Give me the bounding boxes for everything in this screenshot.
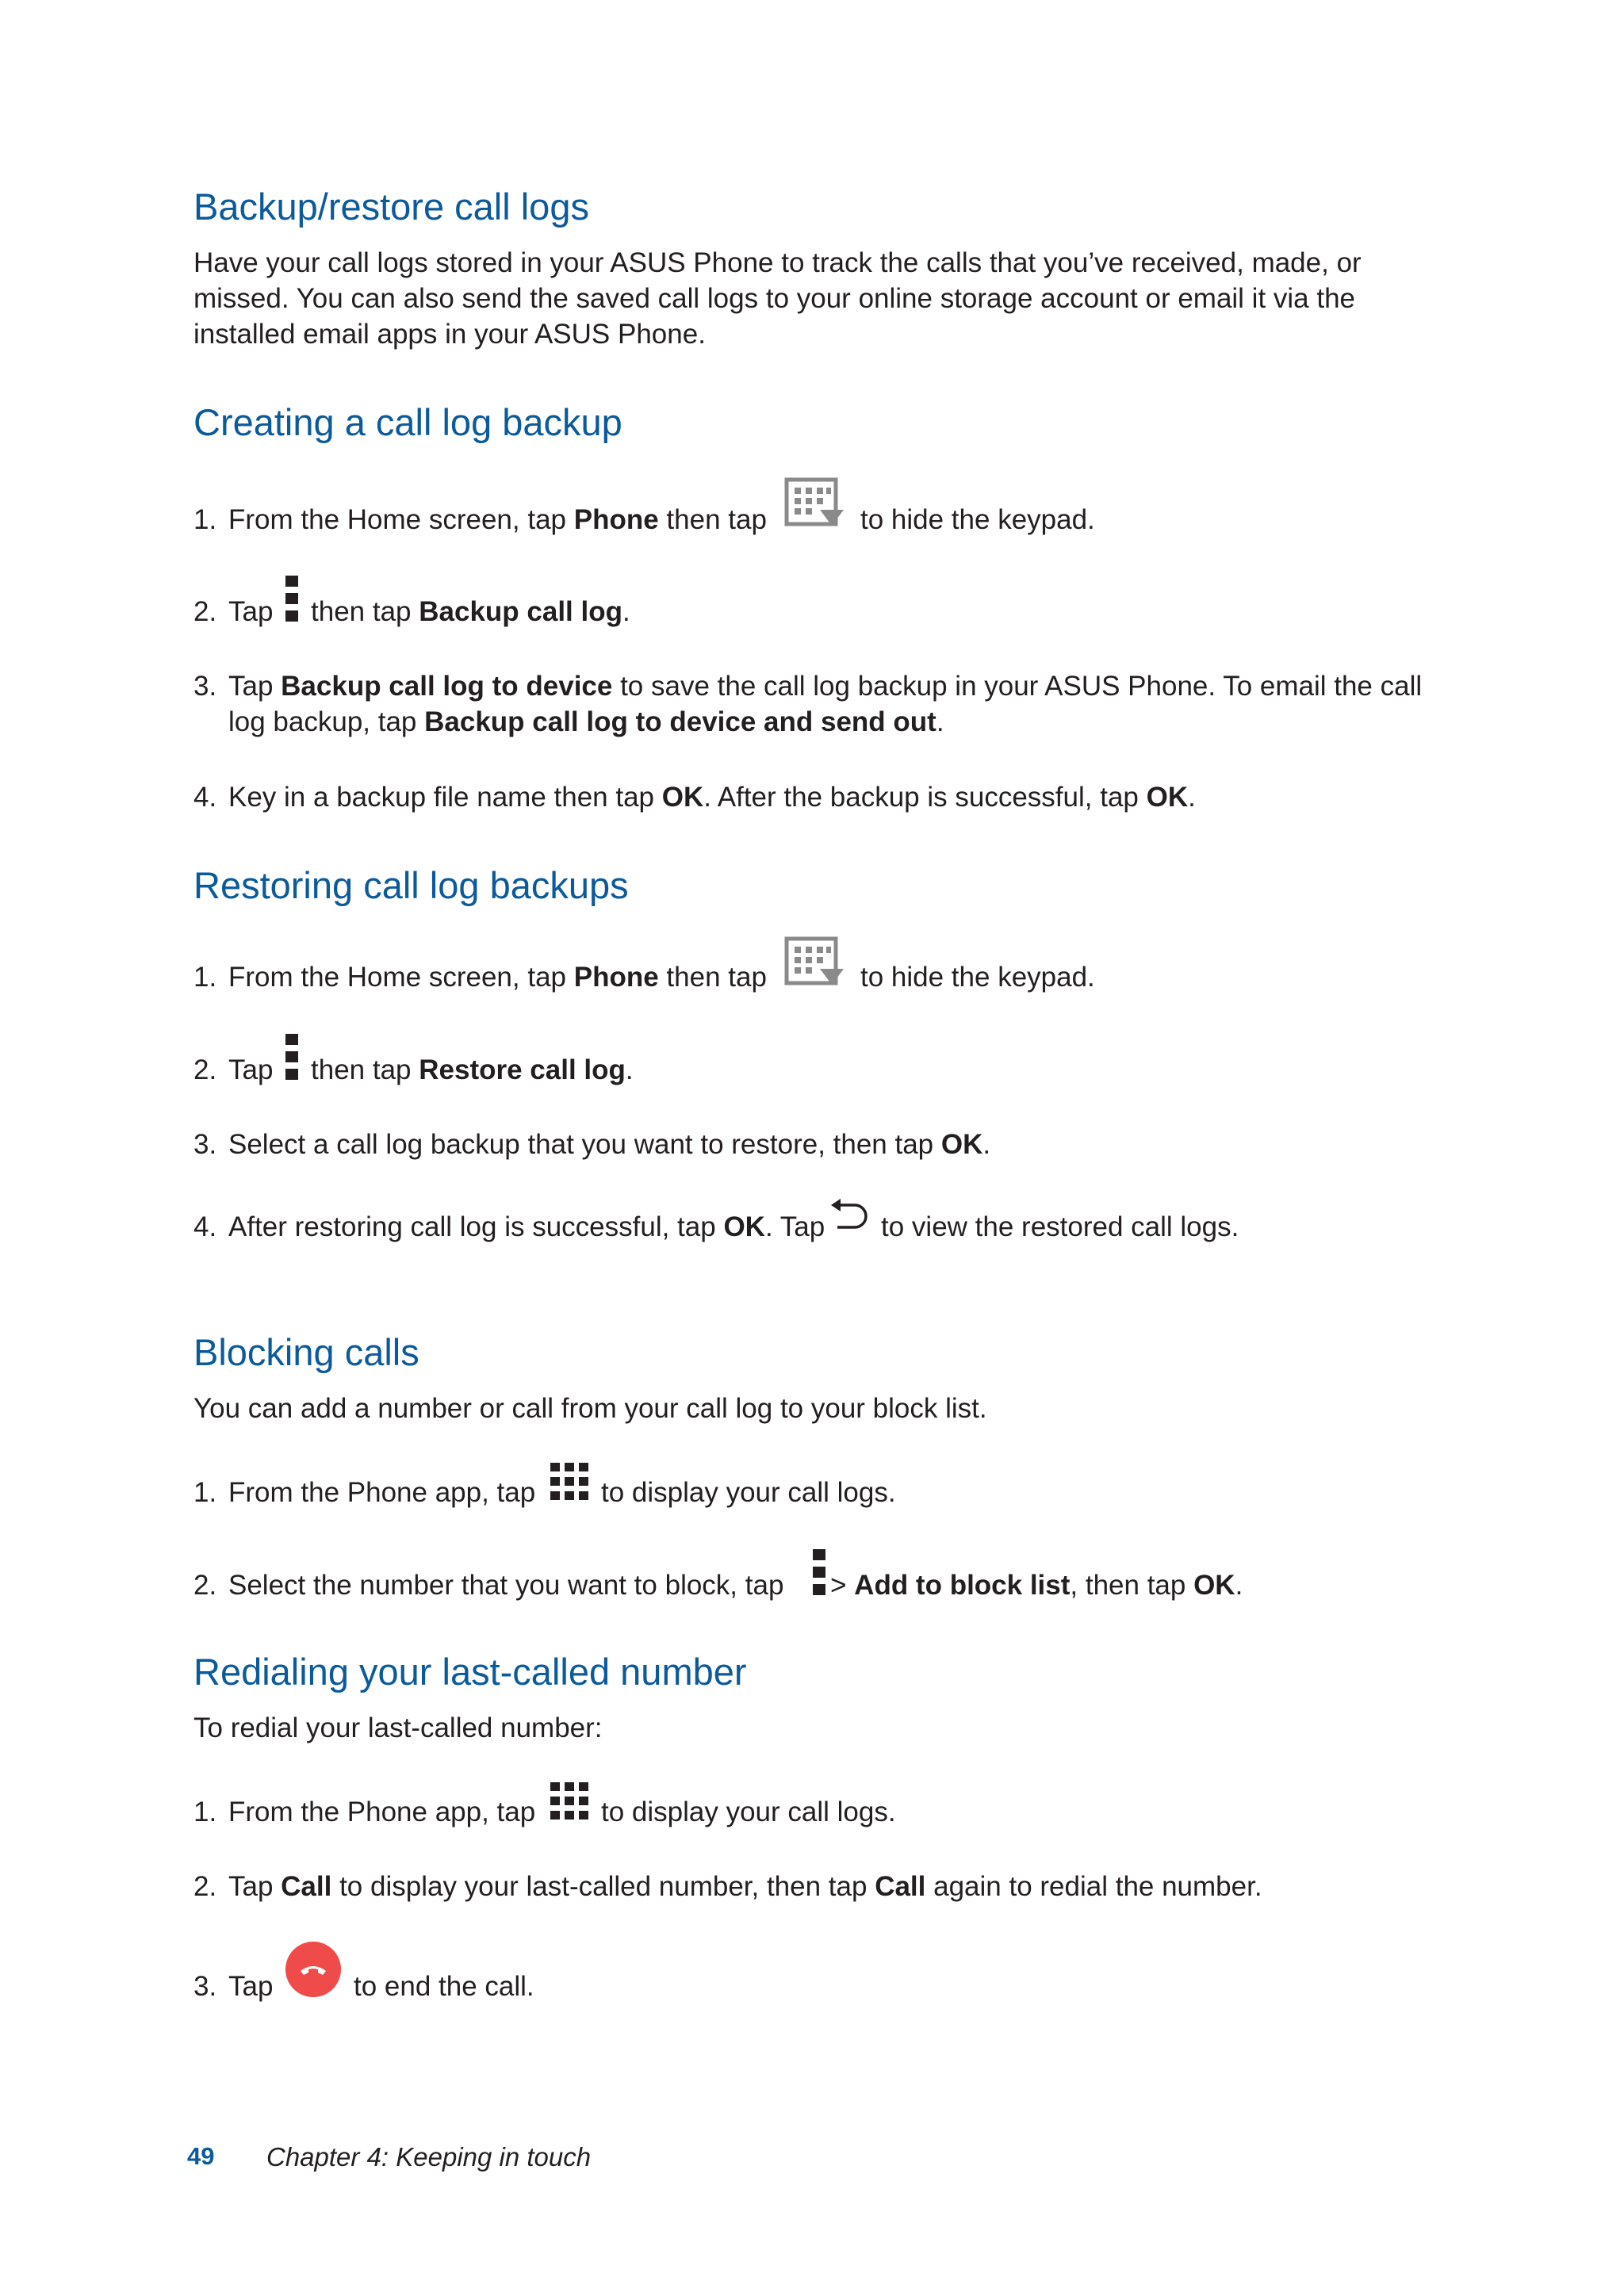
step-text-tail: to display your call logs. [601, 1797, 896, 1827]
step-text: Key in a backup file name then tap OK. After the backup is successful, tap OK. [228, 782, 1196, 813]
step-text: Tap [228, 1971, 274, 2002]
section-heading-blocking-calls: Blocking calls [193, 1331, 419, 1373]
section-heading-restoring-backups: Restoring call log backups [193, 864, 629, 906]
hide-keypad-icon [783, 936, 847, 993]
dialpad-icon [549, 1461, 590, 1502]
step-text: Select the number that you want to block, tap [228, 1570, 784, 1601]
dialpad-icon [549, 1781, 590, 1822]
menu-icon [811, 1548, 827, 1597]
step-number: 3. [193, 1129, 217, 1160]
step-text-tail: to end the call. [354, 1971, 534, 2002]
chapter-title: Chapter 4: Keeping in touch [266, 2142, 592, 2172]
step-number: 2. [193, 596, 217, 627]
step-number: 2. [193, 1871, 217, 1902]
intro-line: Have your call logs stored in your ASUS Phone to track the calls that you’ve received, made, or [193, 247, 1362, 278]
step-text: Tap [228, 1054, 274, 1085]
step-text: Tap [228, 596, 274, 627]
step-text-tail: then tap Backup call log. [311, 596, 630, 627]
step-number: 4. [193, 782, 217, 813]
section-intro: You can add a number or call from your call log to your block list. [193, 1393, 987, 1424]
intro-line: installed email apps in your ASUS Phone. [193, 319, 706, 350]
step-text: Tap Backup call log to device to save the call log backup in your ASUS Phone. To email the call [228, 671, 1423, 702]
menu-icon [284, 1032, 300, 1081]
end-call-icon [285, 1941, 342, 1998]
section-heading-backup-restore: Backup/restore call logs [193, 186, 589, 228]
back-icon [828, 1196, 871, 1238]
step-text: Select a call log backup that you want to restore, then tap OK. [228, 1129, 991, 1160]
step-text: From the Phone app, tap [228, 1797, 536, 1827]
step-text: From the Home screen, tap Phone then tap [228, 962, 767, 993]
step-text: Tap Call to display your last-called number, then tap Call again to redial the number. [228, 1871, 1262, 1902]
step-number: 1. [193, 1477, 217, 1508]
section-intro: To redial your last-called number: [193, 1712, 603, 1743]
step-text-tail: to hide the keypad. [860, 504, 1095, 535]
step-text: From the Home screen, tap Phone then tap [228, 504, 767, 535]
intro-line: missed. You can also send the saved call logs to your online storage account or email it via the [193, 283, 1356, 314]
step-text-tail: then tap Restore call log. [311, 1054, 634, 1085]
step-text-tail: to view the restored call logs. [881, 1211, 1239, 1242]
section-intro [193, 245, 1431, 352]
step-text: After restoring call log is successful, tap OK. Tap [228, 1211, 825, 1242]
step-number: 1. [193, 504, 217, 535]
step-number: 2. [193, 1570, 217, 1601]
section-heading-redialing: Redialing your last-called number [193, 1651, 747, 1693]
step-text-continued: log backup, tap Backup call log to device and send out. [228, 706, 944, 737]
step-text-tail: > Add to block list, then tap OK. [830, 1570, 1243, 1601]
step-text-tail: to display your call logs. [601, 1477, 896, 1508]
step-text: From the Phone app, tap [228, 1477, 536, 1508]
step-number: 3. [193, 671, 217, 702]
step-number: 2. [193, 1054, 217, 1085]
step-number: 3. [193, 1971, 217, 2002]
step-text-tail: to hide the keypad. [860, 962, 1095, 993]
step-number: 1. [193, 962, 217, 993]
menu-icon [284, 574, 300, 623]
hide-keypad-icon [783, 476, 847, 534]
step-number: 4. [193, 1211, 217, 1242]
step-number: 1. [193, 1797, 217, 1827]
page-number: 49 [187, 2142, 215, 2170]
section-heading-creating-backup: Creating a call log backup [193, 401, 622, 443]
